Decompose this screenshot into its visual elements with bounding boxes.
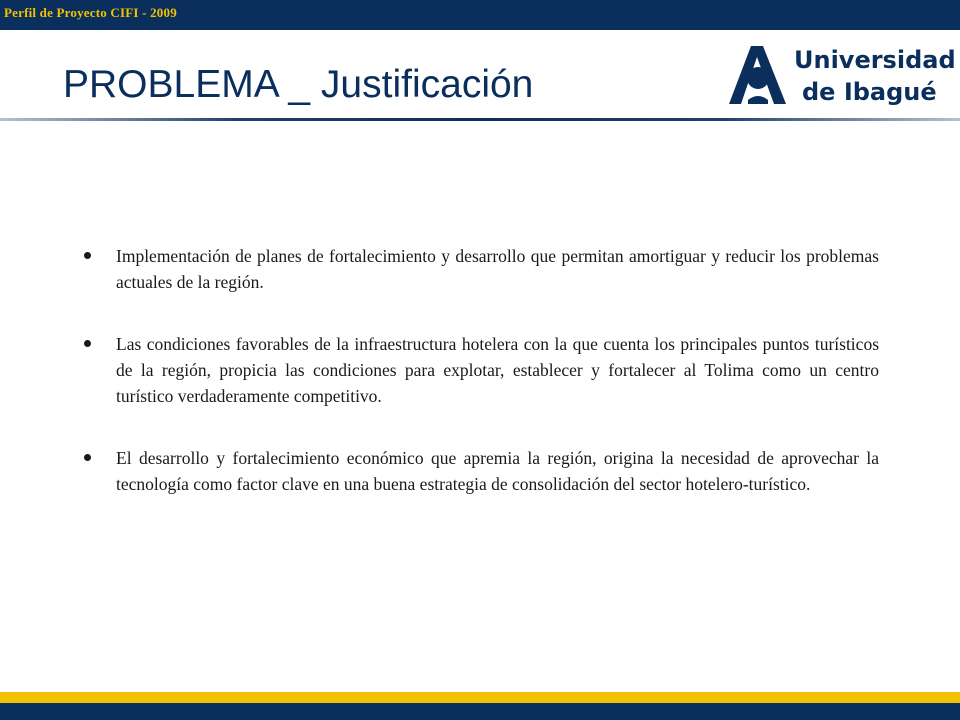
- university-emblem-icon: [722, 40, 798, 110]
- header-label: Perfil de Proyecto CIFI - 2009: [4, 5, 177, 20]
- bullet-dot-icon: [84, 252, 91, 259]
- bullet-text: Implementación de planes de fortalecimiento y desarrollo que permitan amortiguar y reducir los problemas actuales de la región.: [116, 246, 879, 292]
- slide-title: PROBLEMA _ Justificación: [63, 63, 534, 106]
- bullet-text: Las condiciones favorables de la infraestructura hotelera con la que cuenta los principales puntos turísticos de la región, propicia las condiciones para explotar, establecer y fortalecer al Tolima como un centro turístico verdaderamente competitivo.: [116, 334, 879, 406]
- logo-text-line-2: de Ibagué: [802, 78, 937, 106]
- top-header-bar: [0, 0, 960, 30]
- footer-navy-bar: [0, 703, 960, 720]
- bullet-dot-icon: [84, 454, 91, 461]
- footer-gold-stripe: [0, 692, 960, 703]
- bullet-item: [82, 445, 879, 497]
- university-logo: [722, 40, 956, 110]
- title-divider: [0, 118, 960, 121]
- logo-text-line-1: Universidad: [794, 46, 956, 74]
- bullet-dot-icon: [84, 340, 91, 347]
- bullet-item: [82, 243, 879, 295]
- bullet-item: [82, 331, 879, 409]
- bullet-text: El desarrollo y fortalecimiento económico que apremia la región, origina la necesidad de aprovechar la tecnología como factor clave en una buena estrategia de consolidación del sector hotelero-turístico.: [116, 448, 879, 494]
- bullet-list: [82, 243, 879, 533]
